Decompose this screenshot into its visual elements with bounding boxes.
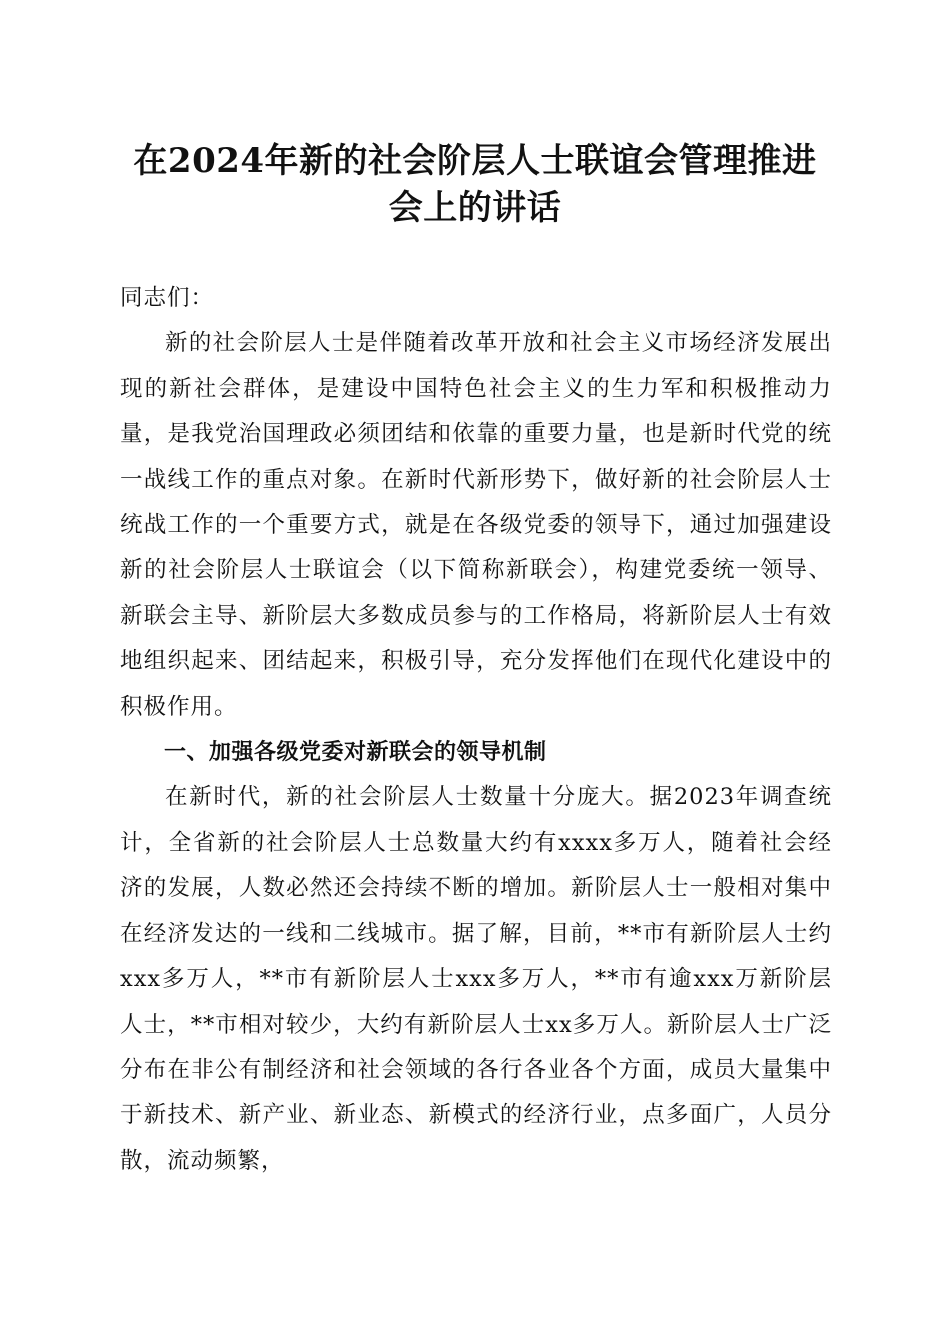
paragraph-intro: 新的社会阶层人士是伴随着改革开放和社会主义市场经济发展出现的新社会群体，是建设中国特色社会主义的生力军和积极推动力量，是我党治国理政必须团结和依靠的重要力量，也是新时代党的统一战线工作的重点对象。在新时代新形势下，做好新的社会阶层人士统战工作的一个重要方式，就是在各级党委的领导下，通过加强建设新的社会阶层人士联谊会（以下简称新联会），构建党委统一领导、新联会主导、新阶层大多数成员参与的工作格局，将新阶层人士有效地组织起来、团结起来，积极引导，充分发挥他们在现代化建设中的积极作用。 xyxy=(120,330,832,720)
document-body xyxy=(120,276,832,1184)
document-title xyxy=(100,138,850,232)
title-line-2: 会上的讲话 xyxy=(388,188,562,228)
title-line-1: 在2024年新的社会阶层人士联谊会管理推进 xyxy=(133,141,817,181)
paragraph-section-1: 在新时代，新的社会阶层人士数量十分庞大。据2023年调查统计，全省新的社会阶层人士总数量大约有xxxx多万人，随着社会经济的发展，人数必然还会持续不断的增加。新阶层人士一般相对集中在经济发达的一线和二线城市。据了解，目前，**市有新阶层人士约xxx多万人，**市有新阶层人士xxx多万人，**市有逾xxx万新阶层人士，**市相对较少，大约有新阶层人士xx多万人。新阶层人士广泛分布在非公有制经济和社会领域的各行各业各个方面，成员大量集中于新技术、新产业、新业态、新模式的经济行业，点多面广，人员分散，流动频繁， xyxy=(120,784,832,1174)
section-heading-1: 一、加强各级党委对新联会的领导机制 xyxy=(164,740,547,766)
salutation: 同志们： xyxy=(120,285,215,311)
